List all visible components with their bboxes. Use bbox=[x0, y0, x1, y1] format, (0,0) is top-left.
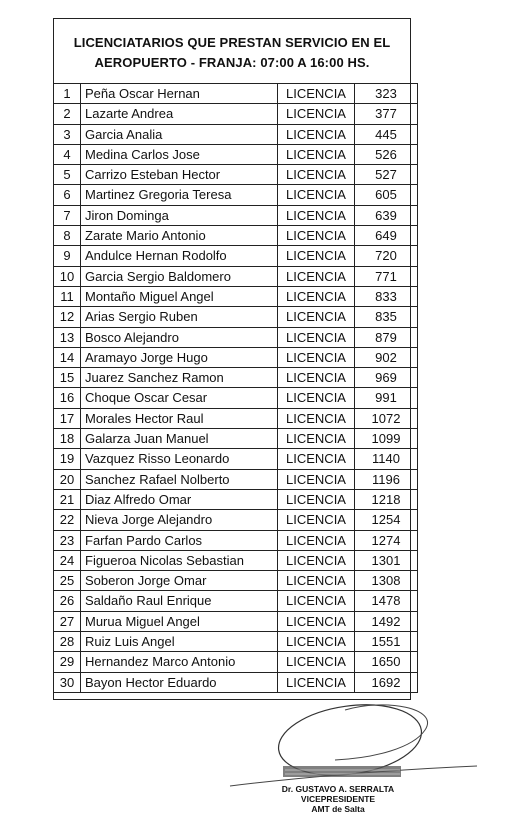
licensee-name: Murua Miguel Angel bbox=[81, 611, 278, 631]
row-number: 25 bbox=[54, 571, 81, 591]
table-row bbox=[54, 246, 418, 266]
title-line-2: AEROPUERTO - FRANJA: 07:00 A 16:00 HS. bbox=[94, 55, 370, 70]
license-number: 1308 bbox=[355, 571, 418, 591]
licensee-name: Medina Carlos Jose bbox=[81, 144, 278, 164]
license-number: 1551 bbox=[355, 632, 418, 652]
table-row bbox=[54, 408, 418, 428]
stamp-scribble bbox=[283, 766, 401, 777]
table-row bbox=[54, 368, 418, 388]
licensee-name: Saldaño Raul Enrique bbox=[81, 591, 278, 611]
license-list-sheet bbox=[53, 18, 411, 700]
license-number: 720 bbox=[355, 246, 418, 266]
table-row bbox=[54, 347, 418, 367]
signatory-role: VICEPRESIDENTE bbox=[300, 794, 376, 804]
license-number: 1099 bbox=[355, 429, 418, 449]
licensee-name: Martinez Gregoria Teresa bbox=[81, 185, 278, 205]
row-number: 22 bbox=[54, 510, 81, 530]
license-type: LICENCIA bbox=[278, 347, 355, 367]
license-number: 1196 bbox=[355, 469, 418, 489]
row-number: 27 bbox=[54, 611, 81, 631]
license-type: LICENCIA bbox=[278, 327, 355, 347]
license-number: 1254 bbox=[355, 510, 418, 530]
row-number: 13 bbox=[54, 327, 81, 347]
licensee-name: Juarez Sanchez Ramon bbox=[81, 368, 278, 388]
licensee-name: Carrizo Esteban Hector bbox=[81, 165, 278, 185]
row-number: 11 bbox=[54, 286, 81, 306]
title-line-1: LICENCIATARIOS QUE PRESTAN SERVICIO EN EL bbox=[73, 35, 391, 50]
row-number: 9 bbox=[54, 246, 81, 266]
license-number: 833 bbox=[355, 286, 418, 306]
table-row bbox=[54, 124, 418, 144]
table-row bbox=[54, 652, 418, 672]
licensee-name: Morales Hector Raul bbox=[81, 408, 278, 428]
table-row bbox=[54, 327, 418, 347]
license-number: 323 bbox=[355, 84, 418, 104]
license-number: 1478 bbox=[355, 591, 418, 611]
license-number: 1274 bbox=[355, 530, 418, 550]
table-row bbox=[54, 226, 418, 246]
license-number: 902 bbox=[355, 347, 418, 367]
license-number: 1140 bbox=[355, 449, 418, 469]
license-number: 605 bbox=[355, 185, 418, 205]
row-number: 23 bbox=[54, 530, 81, 550]
row-number: 15 bbox=[54, 368, 81, 388]
licensee-name: Nieva Jorge Alejandro bbox=[81, 510, 278, 530]
row-number: 16 bbox=[54, 388, 81, 408]
license-type: LICENCIA bbox=[278, 226, 355, 246]
license-number: 991 bbox=[355, 388, 418, 408]
licensee-name: Galarza Juan Manuel bbox=[81, 429, 278, 449]
license-number: 1650 bbox=[355, 652, 418, 672]
row-number: 1 bbox=[54, 84, 81, 104]
signatory-org: AMT de Salta bbox=[311, 804, 365, 814]
license-type: LICENCIA bbox=[278, 84, 355, 104]
licensee-name: Bayon Hector Eduardo bbox=[81, 672, 278, 692]
licensee-name: Hernandez Marco Antonio bbox=[81, 652, 278, 672]
license-number: 445 bbox=[355, 124, 418, 144]
row-number: 30 bbox=[54, 672, 81, 692]
licensee-name: Andulce Hernan Rodolfo bbox=[81, 246, 278, 266]
licensee-table bbox=[53, 83, 418, 693]
row-number: 4 bbox=[54, 144, 81, 164]
row-number: 17 bbox=[54, 408, 81, 428]
license-number: 1301 bbox=[355, 550, 418, 570]
licensee-name: Farfan Pardo Carlos bbox=[81, 530, 278, 550]
license-type: LICENCIA bbox=[278, 550, 355, 570]
row-number: 8 bbox=[54, 226, 81, 246]
license-number: 1692 bbox=[355, 672, 418, 692]
license-number: 879 bbox=[355, 327, 418, 347]
row-number: 26 bbox=[54, 591, 81, 611]
license-type: LICENCIA bbox=[278, 165, 355, 185]
licensee-name: Figueroa Nicolas Sebastian bbox=[81, 550, 278, 570]
licensee-name: Garcia Sergio Baldomero bbox=[81, 266, 278, 286]
signatory-name: Dr. GUSTAVO A. SERRALTA bbox=[281, 784, 395, 794]
table-row bbox=[54, 165, 418, 185]
row-number: 21 bbox=[54, 489, 81, 509]
table-row bbox=[54, 388, 418, 408]
row-number: 18 bbox=[54, 429, 81, 449]
license-type: LICENCIA bbox=[278, 571, 355, 591]
row-number: 10 bbox=[54, 266, 81, 286]
table-row bbox=[54, 530, 418, 550]
license-number: 527 bbox=[355, 165, 418, 185]
license-number: 377 bbox=[355, 104, 418, 124]
license-type: LICENCIA bbox=[278, 672, 355, 692]
row-number: 3 bbox=[54, 124, 81, 144]
license-type: LICENCIA bbox=[278, 632, 355, 652]
licensee-name: Diaz Alfredo Omar bbox=[81, 489, 278, 509]
table-row bbox=[54, 489, 418, 509]
licensee-name: Choque Oscar Cesar bbox=[81, 388, 278, 408]
table-row bbox=[54, 104, 418, 124]
licensee-name: Vazquez Risso Leonardo bbox=[81, 449, 278, 469]
license-type: LICENCIA bbox=[278, 388, 355, 408]
table-row bbox=[54, 144, 418, 164]
table-row bbox=[54, 449, 418, 469]
license-type: LICENCIA bbox=[278, 611, 355, 631]
table-row bbox=[54, 550, 418, 570]
license-type: LICENCIA bbox=[278, 408, 355, 428]
license-number: 649 bbox=[355, 226, 418, 246]
license-type: LICENCIA bbox=[278, 124, 355, 144]
table-row bbox=[54, 266, 418, 286]
row-number: 7 bbox=[54, 205, 81, 225]
license-number: 639 bbox=[355, 205, 418, 225]
licensee-name: Bosco Alejandro bbox=[81, 327, 278, 347]
licensee-name: Zarate Mario Antonio bbox=[81, 226, 278, 246]
license-type: LICENCIA bbox=[278, 144, 355, 164]
license-type: LICENCIA bbox=[278, 104, 355, 124]
license-type: LICENCIA bbox=[278, 510, 355, 530]
row-number: 2 bbox=[54, 104, 81, 124]
table-row bbox=[54, 307, 418, 327]
row-number: 29 bbox=[54, 652, 81, 672]
license-number: 771 bbox=[355, 266, 418, 286]
row-number: 5 bbox=[54, 165, 81, 185]
table-row bbox=[54, 185, 418, 205]
license-type: LICENCIA bbox=[278, 530, 355, 550]
license-type: LICENCIA bbox=[278, 449, 355, 469]
licensee-name: Sanchez Rafael Nolberto bbox=[81, 469, 278, 489]
row-number: 12 bbox=[54, 307, 81, 327]
license-type: LICENCIA bbox=[278, 307, 355, 327]
license-type: LICENCIA bbox=[278, 246, 355, 266]
license-number: 1492 bbox=[355, 611, 418, 631]
row-number: 24 bbox=[54, 550, 81, 570]
table-row bbox=[54, 591, 418, 611]
licensee-name: Jiron Dominga bbox=[81, 205, 278, 225]
table-row bbox=[54, 611, 418, 631]
licensee-name: Lazarte Andrea bbox=[81, 104, 278, 124]
table-row bbox=[54, 672, 418, 692]
document-title bbox=[54, 33, 410, 73]
row-number: 14 bbox=[54, 347, 81, 367]
licensee-name: Aramayo Jorge Hugo bbox=[81, 347, 278, 367]
license-type: LICENCIA bbox=[278, 429, 355, 449]
row-number: 20 bbox=[54, 469, 81, 489]
licensee-name: Peña Oscar Hernan bbox=[81, 84, 278, 104]
table-row bbox=[54, 632, 418, 652]
table-row bbox=[54, 571, 418, 591]
licensee-name: Ruiz Luis Angel bbox=[81, 632, 278, 652]
licensee-name: Arias Sergio Ruben bbox=[81, 307, 278, 327]
license-type: LICENCIA bbox=[278, 489, 355, 509]
row-number: 6 bbox=[54, 185, 81, 205]
license-type: LICENCIA bbox=[278, 368, 355, 388]
license-type: LICENCIA bbox=[278, 286, 355, 306]
table-row bbox=[54, 469, 418, 489]
licensee-name: Montaño Miguel Angel bbox=[81, 286, 278, 306]
license-number: 1218 bbox=[355, 489, 418, 509]
license-type: LICENCIA bbox=[278, 591, 355, 611]
table-row bbox=[54, 205, 418, 225]
license-number: 835 bbox=[355, 307, 418, 327]
license-type: LICENCIA bbox=[278, 205, 355, 225]
table-row bbox=[54, 510, 418, 530]
license-number: 969 bbox=[355, 368, 418, 388]
licensee-name: Soberon Jorge Omar bbox=[81, 571, 278, 591]
license-type: LICENCIA bbox=[278, 469, 355, 489]
license-number: 526 bbox=[355, 144, 418, 164]
license-type: LICENCIA bbox=[278, 652, 355, 672]
license-type: LICENCIA bbox=[278, 185, 355, 205]
table-row bbox=[54, 84, 418, 104]
row-number: 19 bbox=[54, 449, 81, 469]
table-row bbox=[54, 286, 418, 306]
licensee-name: Garcia Analia bbox=[81, 124, 278, 144]
license-type: LICENCIA bbox=[278, 266, 355, 286]
license-number: 1072 bbox=[355, 408, 418, 428]
row-number: 28 bbox=[54, 632, 81, 652]
table-row bbox=[54, 429, 418, 449]
